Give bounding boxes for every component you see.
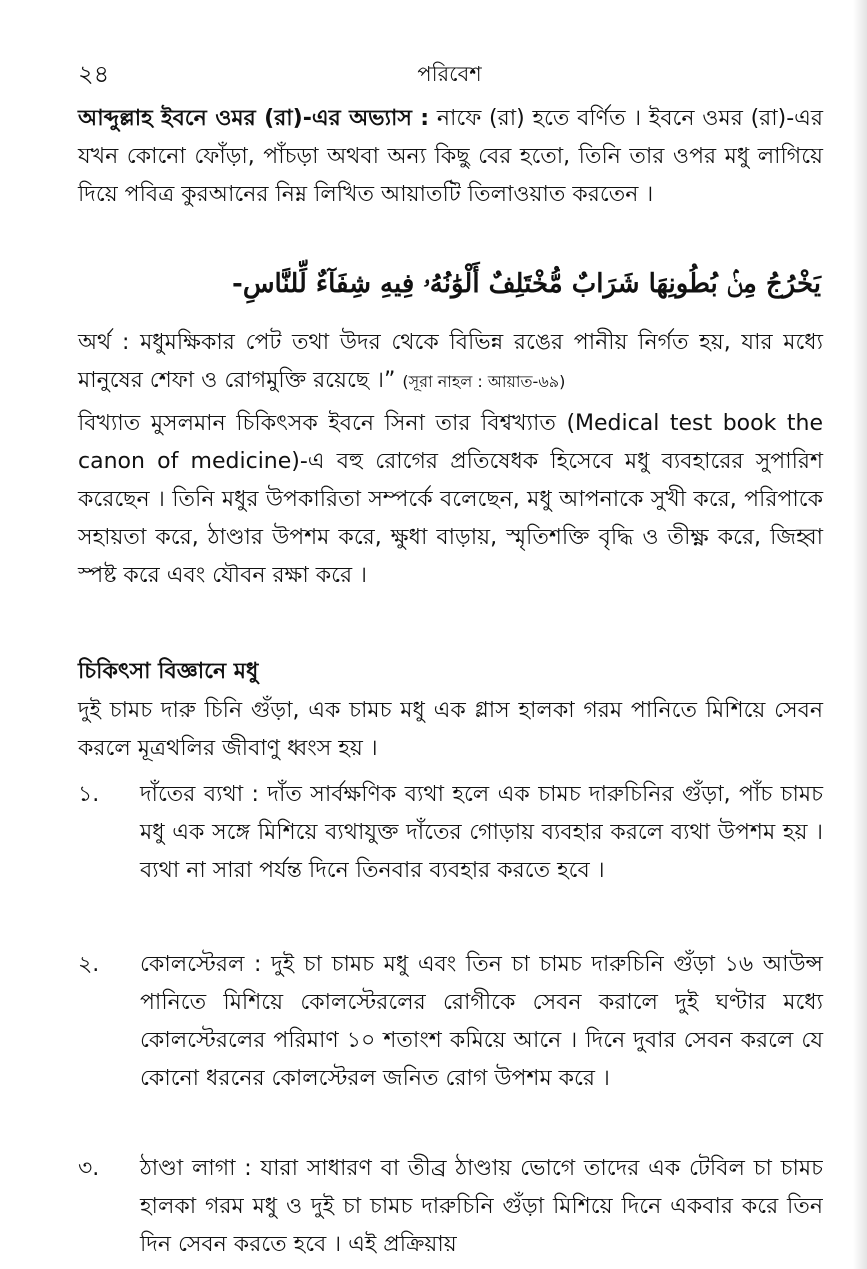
section-intro xyxy=(78,692,823,768)
list-item-number: ৩. xyxy=(78,1156,100,1181)
list-item xyxy=(78,1150,823,1269)
meaning-paragraph xyxy=(78,324,823,401)
intro-text: নাফে (রা) হতে বর্ণিত । ইবনে ওমর (রা)-এর যখন কোনো ফোঁড়া, পাঁচড়া অথবা অন্য কিছু বের হতো, তিনি তার ওপর মধু লাগিয়ে দিয়ে পবিত্র কুরআনের নিম্ন লিখিত আয়াতটি তিলাওয়াত করতেন । xyxy=(78,106,823,207)
ibn-sina-paragraph xyxy=(78,405,823,595)
list-item-number: ১. xyxy=(78,782,100,807)
list-item xyxy=(78,776,823,936)
intro-paragraph xyxy=(78,100,823,214)
intro-lead: আব্দুল্লাহ ইবনে ওমর (রা)-এর অভ্যাস : xyxy=(78,106,430,131)
verse-reference: (সূরা নাহল : আয়াত-৬৯) xyxy=(402,372,566,391)
section-heading: চিকিৎসা বিজ্ঞানে মধু xyxy=(78,659,259,684)
page-header xyxy=(78,56,821,96)
list-item-text: দাঁতের ব্যথা : দাঁত সার্বক্ষণিক ব্যথা হলে এক চামচ দারুচিনির গুঁড়া, পাঁচ চামচ মধু এক সঙ্গে মিশিয়ে ব্যথাযুক্ত দাঁতের গোড়ায় ব্যবহার করলে ব্যথা উপশম হয় । ব্যথা না সারা পর্যন্ত দিনে তিনবার ব্যবহার করতে হবে । xyxy=(140,782,823,883)
list-item-text: ঠাণ্ডা লাগা : যারা সাধারণ বা তীব্র ঠাণ্ডায় ভোগে তাদের এক টেবিল চা চামচ হালকা গরম মধু ও দুই চা চামচ দারুচিনি গুঁড়া মিশিয়ে দিনে একবার করে তিন দিন সেবন করতে হবে । এই প্রক্রিয়ায় xyxy=(140,1156,823,1257)
list-item xyxy=(78,946,823,1146)
page-number: ২৪ xyxy=(78,60,110,88)
meaning-text: অর্থ : মধুমক্ষিকার পেট তথা উদর থেকে বিভিন্ন রঙের পানীয় নির্গত হয়, যার মধ্যে মানুষের শেফা ও রোগমুক্তি রয়েছে ।” xyxy=(78,330,823,393)
page-edge-shadow xyxy=(853,0,867,1269)
list-item-text: কোলস্টেরল : দুই চা চামচ মধু এবং তিন চা চামচ দারুচিনি গুঁড়া ১৬ আউন্স পানিতে মিশিয়ে কোলস্টেরলের রোগীকে সেবন করালে দুই ঘণ্টার মধ্যে কোলস্টেরলের পরিমাণ ১০ শতাংশ কমিয়ে আনে । দিনে দুবার সেবন করলে যে কোনো ধরনের কোলস্টেরল জনিত রোগ উপশম করে । xyxy=(140,952,823,1091)
list-item-number: ২. xyxy=(78,952,100,977)
ibn-sina-text: বিখ্যাত মুসলমান চিকিৎসক ইবনে সিনা তার বিশ্বখ্যাত (Medical test book the canon of medicine)-এ বহু রোগের প্রতিষেধক হিসেবে মধু ব্যবহারের সুপারিশ করেছেন । তিনি মধুর উপকারিতা সম্পর্কে বলেছেন, মধু আপনাকে সুখী করে, পরিপাকে সহায়তা করে, ঠাণ্ডার উপশম করে, ক্ষুধা বাড়ায়, স্মৃতিশক্তি বৃদ্ধি ও তীক্ষ্ণ করে, জিহ্বা স্পষ্ট করে এবং যৌবন রক্ষা করে । xyxy=(78,411,823,588)
quran-verse: يَخْرُجُ مِنۢ بُطُونِهَا شَرَابٌ مُّخْتَلِفٌ أَلْوَٰنُهُۥ فِيهِ شِفَآءٌ لِّلنَّاسِ- xyxy=(232,269,821,299)
running-title: পরিবেশ xyxy=(417,62,482,86)
section-intro-text: দুই চামচ দারু চিনি গুঁড়া, এক চামচ মধু এক গ্লাস হালকা গরম পানিতে মিশিয়ে সেবন করলে মূত্রথলির জীবাণু ধ্বংস হয় । xyxy=(78,698,823,761)
